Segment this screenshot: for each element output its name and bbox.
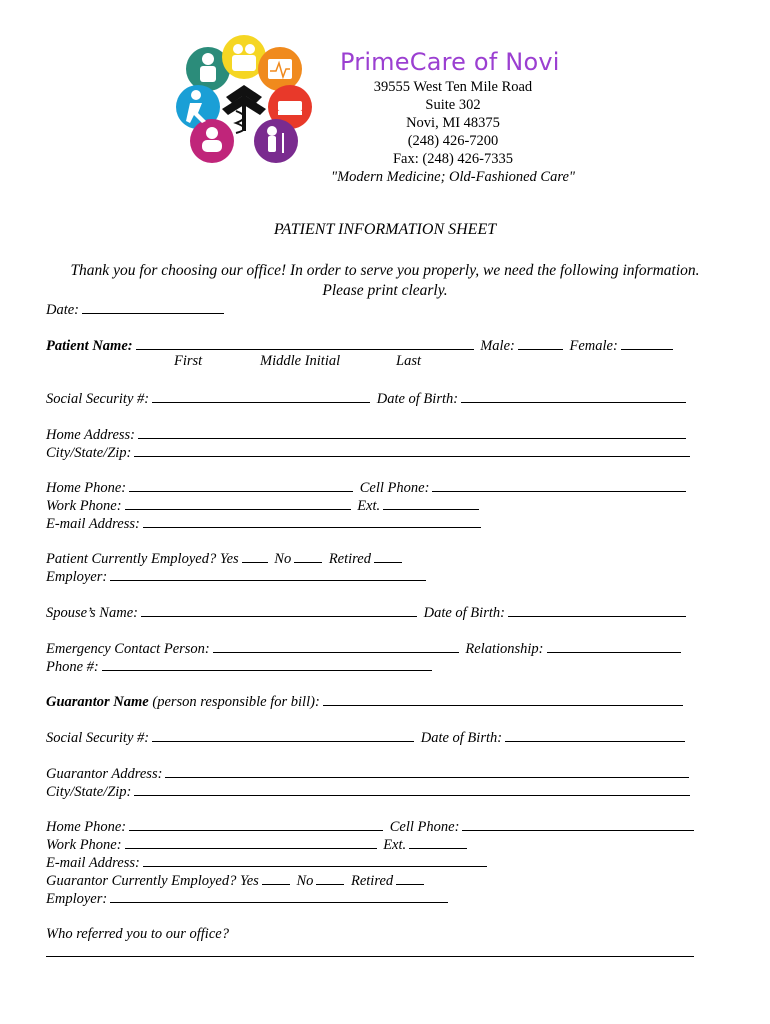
guarantor-address-row <box>46 764 692 783</box>
city-state-zip-row <box>46 443 693 462</box>
city-state-zip-field[interactable] <box>134 443 690 457</box>
no-field[interactable] <box>294 549 322 563</box>
guarantor-email-field[interactable] <box>143 853 487 867</box>
ext-label: Ext. <box>357 498 381 514</box>
form-title: PATIENT INFORMATION SHEET <box>273 221 497 238</box>
guarantor-work-phone-label: Work Phone: <box>46 837 122 853</box>
last-label: Last <box>396 353 421 369</box>
no-label: No <box>274 551 292 567</box>
female-field[interactable] <box>621 336 673 350</box>
dob-field[interactable] <box>461 389 686 403</box>
slogan: "Modern Medicine; Old-Fashioned Care" <box>331 169 575 185</box>
guarantor-home-phone-row <box>46 817 697 836</box>
guarantor-address-label: Guarantor Address: <box>46 766 163 782</box>
patient-employed-label: Patient Currently Employed? <box>46 551 217 567</box>
guarantor-employer-row <box>46 889 451 908</box>
male-field[interactable] <box>518 336 563 350</box>
referral-row <box>46 925 229 943</box>
yes-field[interactable] <box>242 549 268 563</box>
referral-label: Who referred you to our office? <box>46 926 229 942</box>
ssn-field[interactable] <box>152 389 370 403</box>
guarantor-retired-label: Retired <box>350 873 394 889</box>
guarantor-city-label: City/State/Zip: <box>46 784 132 800</box>
relationship-label: Relationship: <box>465 641 544 657</box>
intro-line: Please print clearly. <box>322 282 448 299</box>
employer-field[interactable] <box>110 567 426 581</box>
home-address-label: Home Address: <box>46 427 136 443</box>
ssn-label: Social Security #: <box>46 391 150 407</box>
ssn-row <box>46 389 689 408</box>
guarantor-employed-row <box>46 871 427 890</box>
retired-field[interactable] <box>374 549 402 563</box>
cell-phone-field[interactable] <box>432 478 686 492</box>
guarantor-yes-label: Yes <box>240 873 259 889</box>
home-phone-row <box>46 478 689 497</box>
emergency-phone-row <box>46 657 435 676</box>
primecare-logo <box>176 35 312 165</box>
dob-label: Date of Birth: <box>376 391 459 407</box>
employer-row <box>46 567 429 586</box>
clinic-name: PrimeCare of Novi <box>340 48 560 76</box>
work-phone-label: Work Phone: <box>46 498 122 514</box>
male-label: Male: <box>480 338 515 354</box>
email-field[interactable] <box>143 514 481 528</box>
guarantor-cell-phone-label: Cell Phone: <box>389 819 460 835</box>
guarantor-employer-field[interactable] <box>110 889 448 903</box>
relationship-field[interactable] <box>547 639 681 653</box>
emergency-contact-field[interactable] <box>213 639 459 653</box>
city-state-zip-label: City/State/Zip: <box>46 445 132 461</box>
guarantor-employed-label: Guarantor Currently Employed? <box>46 873 237 889</box>
address-line: Suite 302 <box>425 97 481 113</box>
guarantor-email-row <box>46 853 490 872</box>
home-address-field[interactable] <box>138 425 686 439</box>
guarantor-note: (person responsible for bill): <box>152 694 320 710</box>
guarantor-dob-field[interactable] <box>505 728 685 742</box>
guarantor-ssn-label: Social Security #: <box>46 730 150 746</box>
guarantor-name-row <box>46 692 686 711</box>
guarantor-ssn-row <box>46 728 688 747</box>
guarantor-address-field[interactable] <box>165 764 689 778</box>
guarantor-name-field[interactable] <box>323 692 683 706</box>
yes-label: Yes <box>219 551 239 567</box>
spouse-dob-label: Date of Birth: <box>423 605 505 621</box>
guarantor-cell-phone-field[interactable] <box>462 817 694 831</box>
guarantor-work-phone-field[interactable] <box>125 835 377 849</box>
cell-phone-label: Cell Phone: <box>359 480 430 496</box>
guarantor-no-label: No <box>296 873 314 889</box>
employer-label: Employer: <box>46 569 108 585</box>
guarantor-ext-field[interactable] <box>409 835 467 849</box>
home-address-row <box>46 425 689 444</box>
guarantor-home-phone-field[interactable] <box>129 817 383 831</box>
middle-initial-label: Middle Initial <box>260 353 341 369</box>
patient-name-row <box>46 336 676 355</box>
work-phone-row <box>46 496 482 515</box>
spouse-row <box>46 603 689 622</box>
date-row <box>46 300 227 319</box>
guarantor-yes-field[interactable] <box>262 871 290 885</box>
guarantor-email-label: E-mail Address: <box>46 855 140 871</box>
address-line: Novi, MI 48375 <box>406 115 500 131</box>
emergency-phone-label: Phone #: <box>46 659 99 675</box>
emergency-row <box>46 639 684 658</box>
date-label: Date: <box>46 302 80 318</box>
guarantor-city-field[interactable] <box>134 782 690 796</box>
guarantor-city-row <box>46 782 693 801</box>
ext-field[interactable] <box>383 496 479 510</box>
female-label: Female: <box>569 338 618 354</box>
guarantor-employer-label: Employer: <box>46 891 108 907</box>
address-line: 39555 West Ten Mile Road <box>373 79 533 95</box>
intro-line: Thank you for choosing our office! In order to serve you properly, we need the following information. <box>70 262 700 279</box>
email-row <box>46 514 484 533</box>
guarantor-ssn-field[interactable] <box>152 728 414 742</box>
referral-field[interactable] <box>46 943 694 957</box>
intro-text <box>40 261 730 301</box>
patient-name-field[interactable] <box>136 336 474 350</box>
guarantor-work-phone-row <box>46 835 470 854</box>
date-field[interactable] <box>82 300 224 314</box>
emergency-phone-field[interactable] <box>102 657 432 671</box>
guarantor-ext-label: Ext. <box>383 837 407 853</box>
patient-employed-row <box>46 549 405 568</box>
spouse-name-label: Spouse’s Name: <box>46 605 138 621</box>
patient-name-label: Patient Name: <box>46 338 133 354</box>
fax-line: Fax: (248) 426-7335 <box>392 151 513 167</box>
guarantor-home-phone-label: Home Phone: <box>46 819 127 835</box>
emergency-contact-label: Emergency Contact Person: <box>46 641 210 657</box>
home-phone-field[interactable] <box>129 478 353 492</box>
referral-line-row <box>46 943 697 962</box>
guarantor-name-label: Guarantor Name <box>46 694 149 710</box>
work-phone-field[interactable] <box>125 496 351 510</box>
spouse-dob-field[interactable] <box>508 603 686 617</box>
email-label: E-mail Address: <box>46 516 140 532</box>
guarantor-retired-field[interactable] <box>396 871 424 885</box>
guarantor-no-field[interactable] <box>316 871 344 885</box>
home-phone-label: Home Phone: <box>46 480 127 496</box>
first-label: First <box>174 353 203 369</box>
retired-label: Retired <box>328 551 371 567</box>
phone-line: (248) 426-7200 <box>407 133 499 149</box>
guarantor-dob-label: Date of Birth: <box>420 730 503 746</box>
spouse-name-field[interactable] <box>141 603 417 617</box>
